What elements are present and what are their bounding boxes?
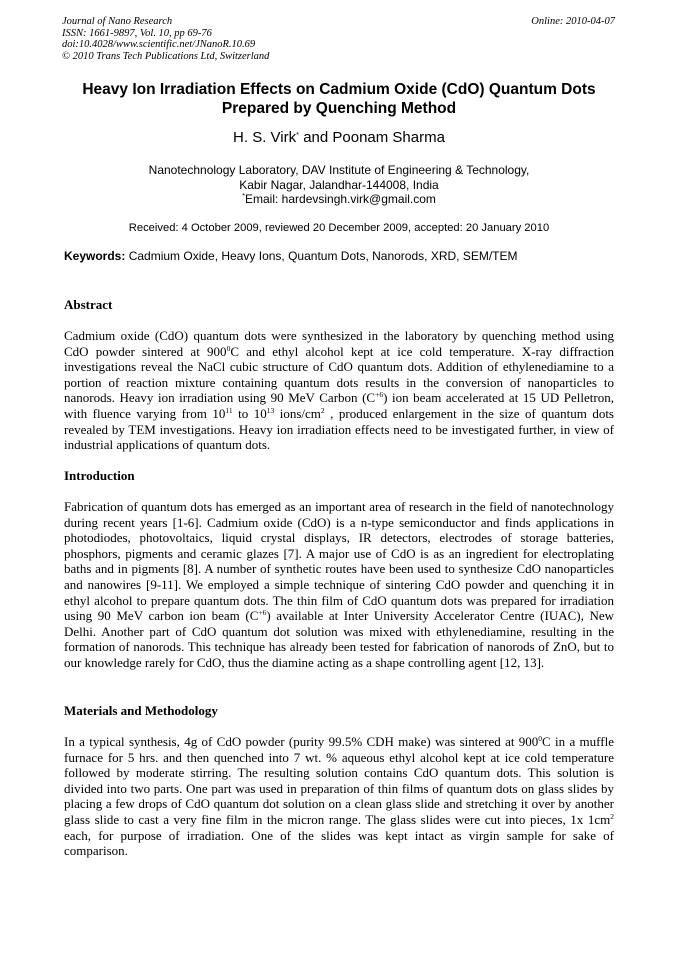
journal-issn: ISSN: 1661-9897, Vol. 10, pp 69-76 xyxy=(62,27,212,39)
received-dates: Received: 4 October 2009, reviewed 20 December 2009, accepted: 20 January 2010 xyxy=(128,222,550,234)
abstract-text-4: to 10 xyxy=(232,405,267,421)
email-mark: * xyxy=(242,191,245,200)
introduction-text-2: ) available at Inter University Accelerator Centre (IUAC), New Delhi. Another part of CdO quantum dot solution was mixed with ethylenediamine, resulting in the formation of nanorods. This technique has already been tested for fabrication of nanorods of ZnO, but to our knowledge rarely for CdO, thus the diamine acting as a shape controlling agent [12, 13]. xyxy=(64,608,614,670)
title-line-1: Heavy Ion Irradiation Effects on Cadmium Oxide (CdO) Quantum Dots xyxy=(82,81,596,98)
materials-heading: Materials and Methodology xyxy=(64,703,218,718)
materials-sup-1: 0 xyxy=(538,734,543,743)
introduction-text-1: Fabrication of quantum dots has emerged as an important area of research in the field of nanotechnology during recent years [1-6]. Cadmium oxide (CdO) is a n-type semiconductor and finds applications in photodiodes, photovoltaics, liquid crystal displays, IR detectors, electrodes of storage batteries, phosphors, pigments and ceramic glazes [7]. A major use of CdO is as an ingredient for electroplating baths and in pigments [8]. A number of synthetic routes have been used to synthesize CdO nanoparticles and nanowires [9-11]. We employed a simple technique of sintering CdO powder and quenching it in ethyl alcohol to prepare quantum dots. The thin film of CdO quantum dots was prepared for irradiation using 90 MeV carbon ion beam (C xyxy=(64,499,614,624)
abstract-sup-5: 2 xyxy=(320,405,325,415)
materials-sup-2: 2 xyxy=(610,811,614,821)
author-2: and Poonam Sharma xyxy=(299,129,445,146)
paper-title xyxy=(60,80,618,118)
author-list xyxy=(0,129,678,146)
materials-text-1: In a typical synthesis, 4g of CdO powder (purity 99.5% CDH make) was sintered at 900 xyxy=(64,734,539,749)
title-line-2: Prepared by Quenching Method xyxy=(221,100,457,117)
affiliation-line-1: Nanotechnology Laboratory, DAV Institute of Engineering & Technology, xyxy=(148,163,530,177)
introduction-heading: Introduction xyxy=(64,468,135,483)
email-line xyxy=(0,192,678,207)
corresponding-author-mark: * xyxy=(296,130,300,139)
abstract-sup-4: 13 xyxy=(266,405,275,415)
abstract-text-3: ) ion beam accelerated at 15 UD Pelletron, with fluence varying from 10 xyxy=(64,390,614,421)
abstract-text-5: ions/cm xyxy=(274,405,321,421)
keywords xyxy=(64,249,614,263)
introduction-paragraph xyxy=(64,499,614,671)
materials-text-2: C in a muffle furnace for 5 hrs. and then quenched into 7 wt. % aqueous ethyl alcohol kept at ice cold temperature followed by moderate stirring. The resulting solution contains CdO quantum dots. This solution is divided into two parts. One part was used in preparation of thin films of quantum dots on glass slides by placing a few drops of CdO quantum dot solution on a clean glass slide and stretching it over by another glass slide to cast a very fine film in the micron range. The glass slides were cut into pieces, 1x 1cm xyxy=(64,734,614,827)
abstract-sup-1: 0 xyxy=(226,343,231,353)
journal-doi: doi:10.4028/www.scientific.net/JNanoR.10.69 xyxy=(62,39,256,50)
materials-text-3: each, for purpose of irradiation. One of the slides was kept intact as virgin sample for sake of comparison. xyxy=(64,827,614,859)
abstract-sup-3: 11 xyxy=(225,405,233,415)
materials-paragraph xyxy=(64,734,614,859)
journal-header xyxy=(62,16,615,62)
affiliation xyxy=(0,163,678,207)
abstract-text-1: Cadmium oxide (CdO) quantum dots were synthesized in the laboratory by quenching method using CdO powder sintered at 900 xyxy=(64,328,614,359)
keywords-text: Cadmium Oxide, Heavy Ions, Quantum Dots, Nanorods, XRD, SEM/TEM xyxy=(125,249,518,263)
abstract-paragraph xyxy=(64,328,614,453)
email-text: Email: hardevsingh.virk@gmail.com xyxy=(245,192,436,206)
online-date: Online: 2010-04-07 xyxy=(531,16,615,27)
keywords-label: Keywords: xyxy=(64,249,126,263)
abstract-sup-2: +6 xyxy=(375,390,384,400)
author-1: H. S. Virk xyxy=(233,129,297,146)
abstract-text-2: C and ethyl alcohol kept at ice cold temperature. X-ray diffraction investigations reveal the NaCl cubic structure of CdO quantum dots. Addition of ethylenediamine to a portion of reaction mixture containing quantum dots results in the conversion of nanoparticles to nanorods. Heavy ion irradiation using 90 MeV Carbon (C xyxy=(64,343,614,406)
abstract-heading: Abstract xyxy=(64,297,113,312)
affiliation-line-2: Kabir Nagar, Jalandhar-144008, India xyxy=(239,177,439,192)
journal-copyright: © 2010 Trans Tech Publications Ltd, Switzerland xyxy=(62,50,270,62)
abstract-text-6: , produced enlargement in the size of quantum dots revealed by TEM investigations. Heavy ion irradiation effects need to be investigated further, in view of industrial applications of quantum dots. xyxy=(64,405,614,453)
journal-name: Journal of Nano Research xyxy=(62,16,173,27)
introduction-sup-1: +6 xyxy=(258,608,267,618)
